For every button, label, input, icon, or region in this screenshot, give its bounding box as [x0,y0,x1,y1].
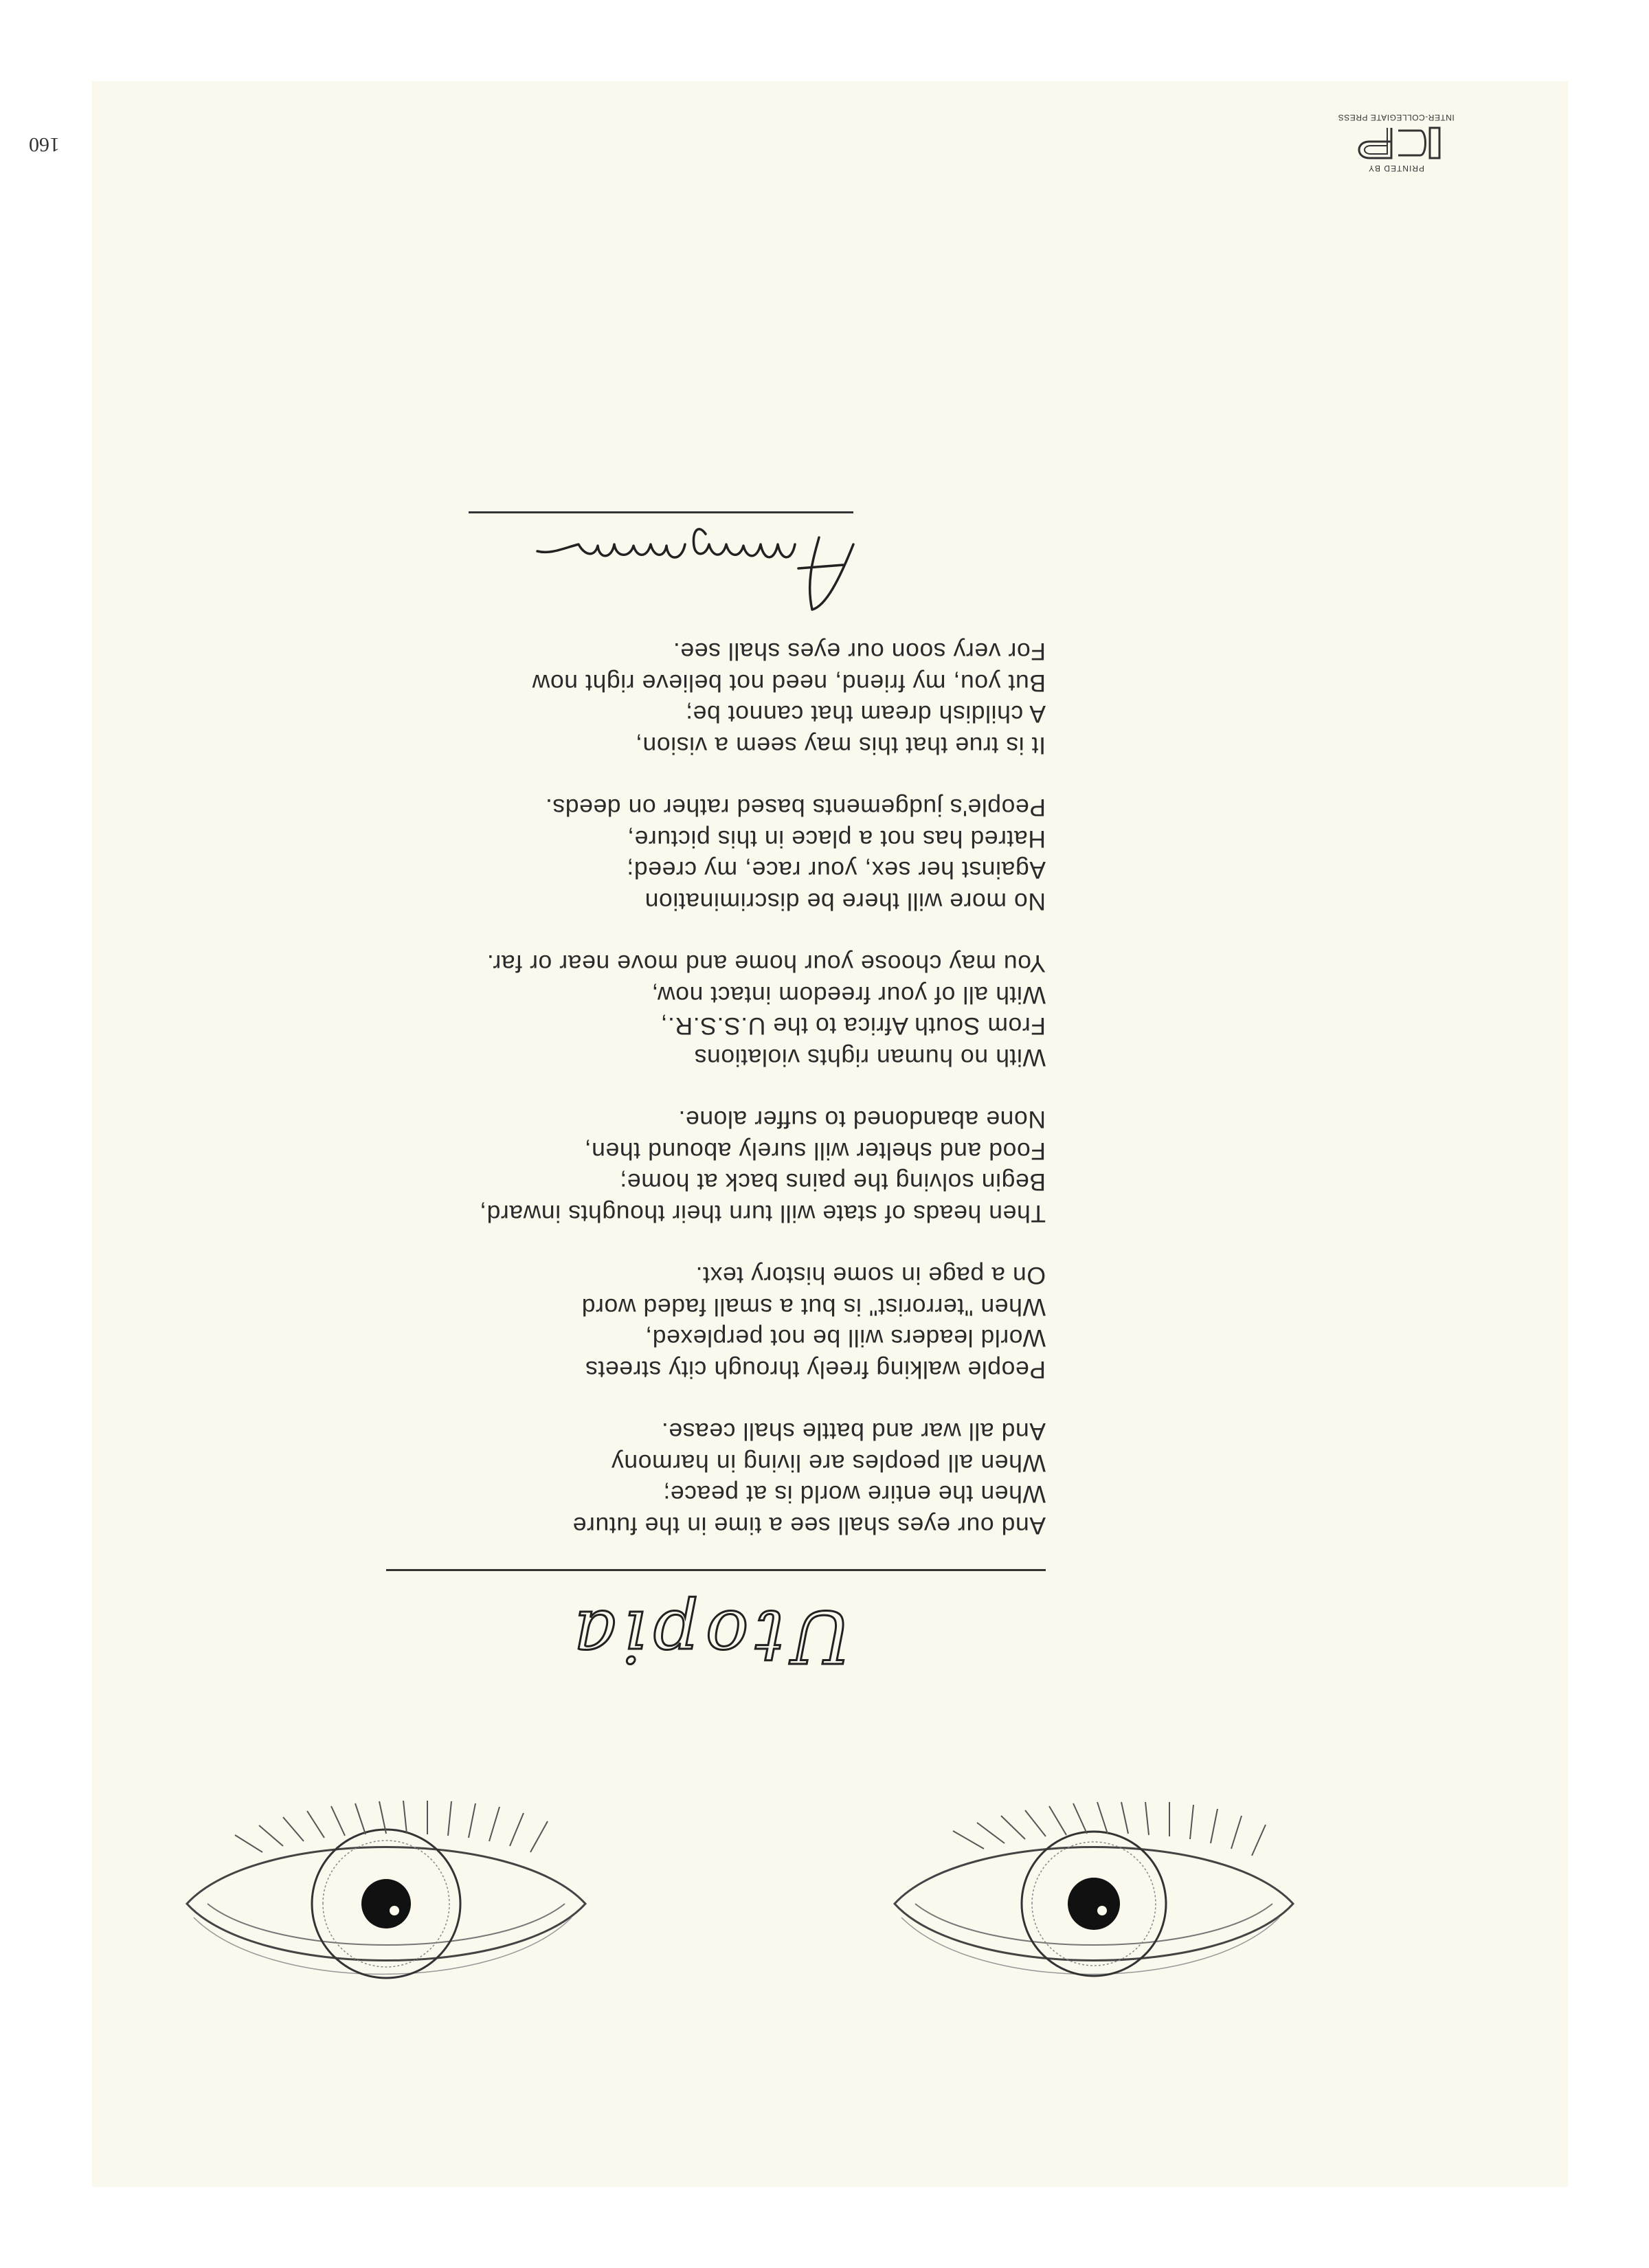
paper-sheet [29,81,1568,2187]
icp-logo [1327,125,1465,161]
poem-line: When "terrorist" is but a small faded word [581,1293,1046,1321]
poem-line: A childish dream that cannot be; [685,700,1046,729]
eye-drawing-left [867,1801,1321,2007]
title-underline [386,1569,1046,1571]
stanza [331,636,1046,761]
printer-label: PRINTED BY [1368,164,1425,173]
stanza [331,1104,1046,1229]
poem-line: Against her sex, your race, my creed; [626,856,1046,885]
poem-line: People walking freely through city streets [585,1356,1046,1383]
poem-line: It is true that this may seem a vision, [635,732,1046,759]
poem-line: No more will there be discrimination [644,888,1046,915]
page-number: 160 [29,133,60,156]
poem-line: Begin solving the pains back at home; [619,1168,1046,1197]
poem-line: None abandoned to suffer alone. [677,1106,1046,1134]
stanza [331,1416,1046,1541]
signature-line [469,511,853,513]
stanza [331,1260,1046,1385]
poem-line: When all peoples are living in harmony [611,1449,1046,1477]
poem-line: Food and shelter will surely abound then, [584,1137,1046,1165]
poem-body [331,605,1046,1541]
poem-line: Hatred has not a place in this picture, [627,825,1046,853]
stanza [331,948,1046,1073]
printer-imprint [1327,91,1465,173]
poem-line: World leaders will be not perplexed, [644,1324,1046,1353]
handwritten-signature [469,524,881,620]
poem-line: With all of your freedom intact now, [651,981,1046,1009]
eye-drawing-right [159,1801,613,2007]
printer-name: INTER-COLLEGIATE PRESS [1338,113,1455,122]
poem-line: But you, my friend, need not believe right now [532,669,1046,697]
poem-line: You may choose your home and move near or far. [486,950,1046,978]
poem-line: From South Africa to the U.S.S.R., [660,1012,1046,1041]
poem-line: For very soon our eyes shall see. [673,638,1046,666]
poem-title: Utopia [567,1594,851,1678]
poem-line: And our eyes shall see a time in the future [572,1512,1046,1539]
stanza [331,792,1046,917]
poem-line: When the entire world is at peace; [662,1480,1046,1509]
poem-line: Then heads of state will turn their thoughts inward, [479,1200,1046,1227]
poem-line: People's judgements based rather on deeds. [545,794,1046,822]
poem-line: On a page in some history text. [695,1262,1046,1290]
poem-line: With no human rights violations [694,1044,1046,1071]
poem-line: And all war and battle shall cease. [661,1418,1046,1446]
